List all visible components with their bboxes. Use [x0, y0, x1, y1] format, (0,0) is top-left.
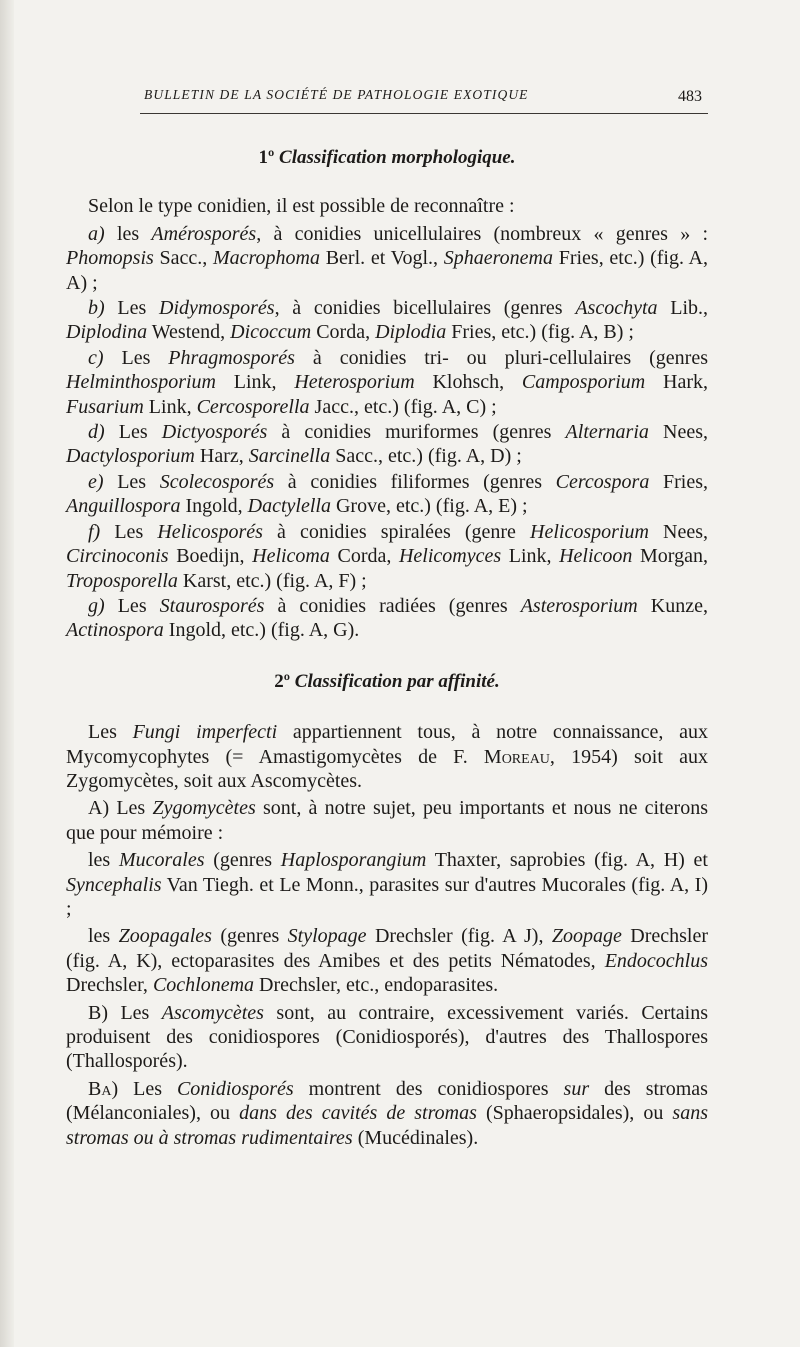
paragraph-fungi-imperfecti: Les Fungi imperfecti appartiennent tous, à notre connaissance, aux Mycomycophytes (= Amastigomycètes de F. Moreau, 1954) soit aux Zygomycètes, soit aux Ascomycètes. [66, 721, 708, 792]
group-name: Phragmosporés [168, 346, 295, 369]
genus-name: Sarcinella [248, 445, 331, 468]
genus-name: Actinospora [66, 619, 164, 642]
body-text [66, 146, 708, 1150]
genus-name: Asterosporium [520, 594, 638, 617]
genus-name: Diplodia [375, 321, 447, 344]
genus-name: Camposporium [521, 371, 646, 394]
genus-name: Circinoconis [66, 545, 169, 568]
genus-name: Helicomyces [398, 545, 502, 568]
genus-name: Troposporella [66, 569, 178, 592]
genus-name: Phomopsis [66, 247, 154, 270]
section-2-number: 2º [274, 670, 291, 692]
paragraph-mucorales: les Mucorales (genres Haplosporangium Thaxter, saprobies (fig. A, H) et Syncephalis Van Tiegh. et Le Monn., parasites sur d'autres Mucorales (fig. A, I) ; [66, 849, 708, 920]
item-c: c) Les Phragmosporés à conidies tri- ou pluri-cellulaires (genres Helminthosporium Link, Heterosporium Klohsch, Camposporium Hark, Fusarium Link, Cercosporella Jacc., etc.) (fig. A, C) ; [66, 346, 708, 418]
item-e: e) Les Scolecosporés à conidies filiformes (genres Cercospora Fries, Anguillospora Ingold, Dactylella Grove, etc.) (fig. A, E) ; [66, 470, 708, 518]
group-name: Didymosporés [159, 297, 275, 320]
group-name: Amérosporés [151, 222, 257, 245]
group-name: Helicosporés [157, 520, 263, 543]
genus-name: Fusarium [66, 395, 144, 418]
item-g: g) Les Staurosporés à conidies radiées (genres Asterosporium Kunze, Actinospora Ingold, etc.) (fig. A, G). [66, 594, 708, 642]
genus-name: Anguillospora [66, 495, 181, 518]
genus-name: Cercospora [555, 470, 650, 493]
genus-name: Diplodina [66, 321, 148, 344]
group-name: Scolecosporés [159, 470, 275, 493]
paragraph-zygomycetes: A) Les Zygomycètes sont, à notre sujet, peu importants et nous ne citerons que pour mémoire : [66, 797, 708, 844]
section-1-number: 1º [258, 147, 275, 168]
section-1-title-text: Classification morphologique. [279, 147, 516, 168]
page-number: 483 [678, 88, 702, 105]
group-name: Staurosporés [159, 594, 265, 617]
genus-name: Macrophoma [212, 247, 320, 270]
genus-name: Heterosporium [294, 371, 415, 394]
genus-name: Ascochyta [575, 297, 658, 320]
genus-name: Dactylosporium [66, 445, 195, 468]
running-header [142, 85, 708, 111]
section-1-intro: Selon le type conidien, il est possible de reconnaître : [88, 195, 515, 218]
item-b: b) Les Didymosporés, à conidies bicellulaires (genres Ascochyta Lib., Diplodina Westend, Dicoccum Corda, Diplodia Fries, etc.) (fig. A, B) ; [66, 297, 708, 344]
genus-name: Dactylella [247, 495, 331, 518]
running-title: BULLETIN DE LA SOCIÉTÉ DE PATHOLOGIE EXOTIQUE [144, 87, 529, 102]
paragraph-zoopagales: les Zoopagales (genres Stylopage Drechsler (fig. A J), Zoopage Drechsler (fig. A, K), ectoparasites des Amibes et des petits Nématodes, Endocochlus Drechsler, Cochlonema Drechsler, etc., endoparasites. [66, 925, 709, 997]
author-name: Moreau [483, 745, 550, 768]
binding-shadow [0, 0, 14, 1347]
header-rule [140, 113, 708, 114]
genus-name: Sphaeronema [443, 247, 553, 270]
section-1-title [66, 146, 708, 170]
genus-name: Helicoma [252, 545, 330, 568]
group-name: Dictyosporés [161, 421, 268, 444]
genus-name: Alternaria [565, 421, 649, 444]
section-2-title-text: Classification par affinité. [294, 670, 500, 692]
section-2-title [66, 670, 708, 694]
item-a: a) les Amérosporés, à conidies unicellulaires (nombreux « genres » : Phomopsis Sacc., Macrophoma Berl. et Vogl., Sphaeronema Fries, etc.) (fig. A, A) ; [66, 222, 709, 294]
paragraph-ascomycetes: B) Les Ascomycètes sont, au contraire, excessivement variés. Certains produisent des conidiospores (Conidiosporés), d'autres des Thallospores (Thallosporés). [66, 1001, 708, 1073]
genus-name: Cercosporella [196, 395, 310, 418]
genus-name: Helicosporium [530, 520, 649, 543]
item-d: d) Les Dictyosporés à conidies muriformes (genres Alternaria Nees, Dactylosporium Harz, Sarcinella Sacc., etc.) (fig. A, D) ; [66, 421, 708, 468]
paragraph-conidiospores: Ba) Les Conidiosporés montrent des conidiospores sur des stromas (Mélanconiales), ou dans des cavités de stromas (Sphaeropsidales), ou sans stromas ou à stromas rudimentaires (Mucédinales). [66, 1077, 708, 1149]
genus-name: Dicoccum [230, 321, 312, 344]
genus-name: Helicoon [559, 545, 633, 568]
item-f: f) Les Helicosporés à conidies spiralées (genre Helicosporium Nees, Circinoconis Boedijn, Helicoma Corda, Helicomyces Link, Helicoon Morgan, Troposporella Karst, etc.) (fig. A, F) ; [66, 520, 709, 592]
genus-name: Helminthosporium [66, 371, 216, 394]
